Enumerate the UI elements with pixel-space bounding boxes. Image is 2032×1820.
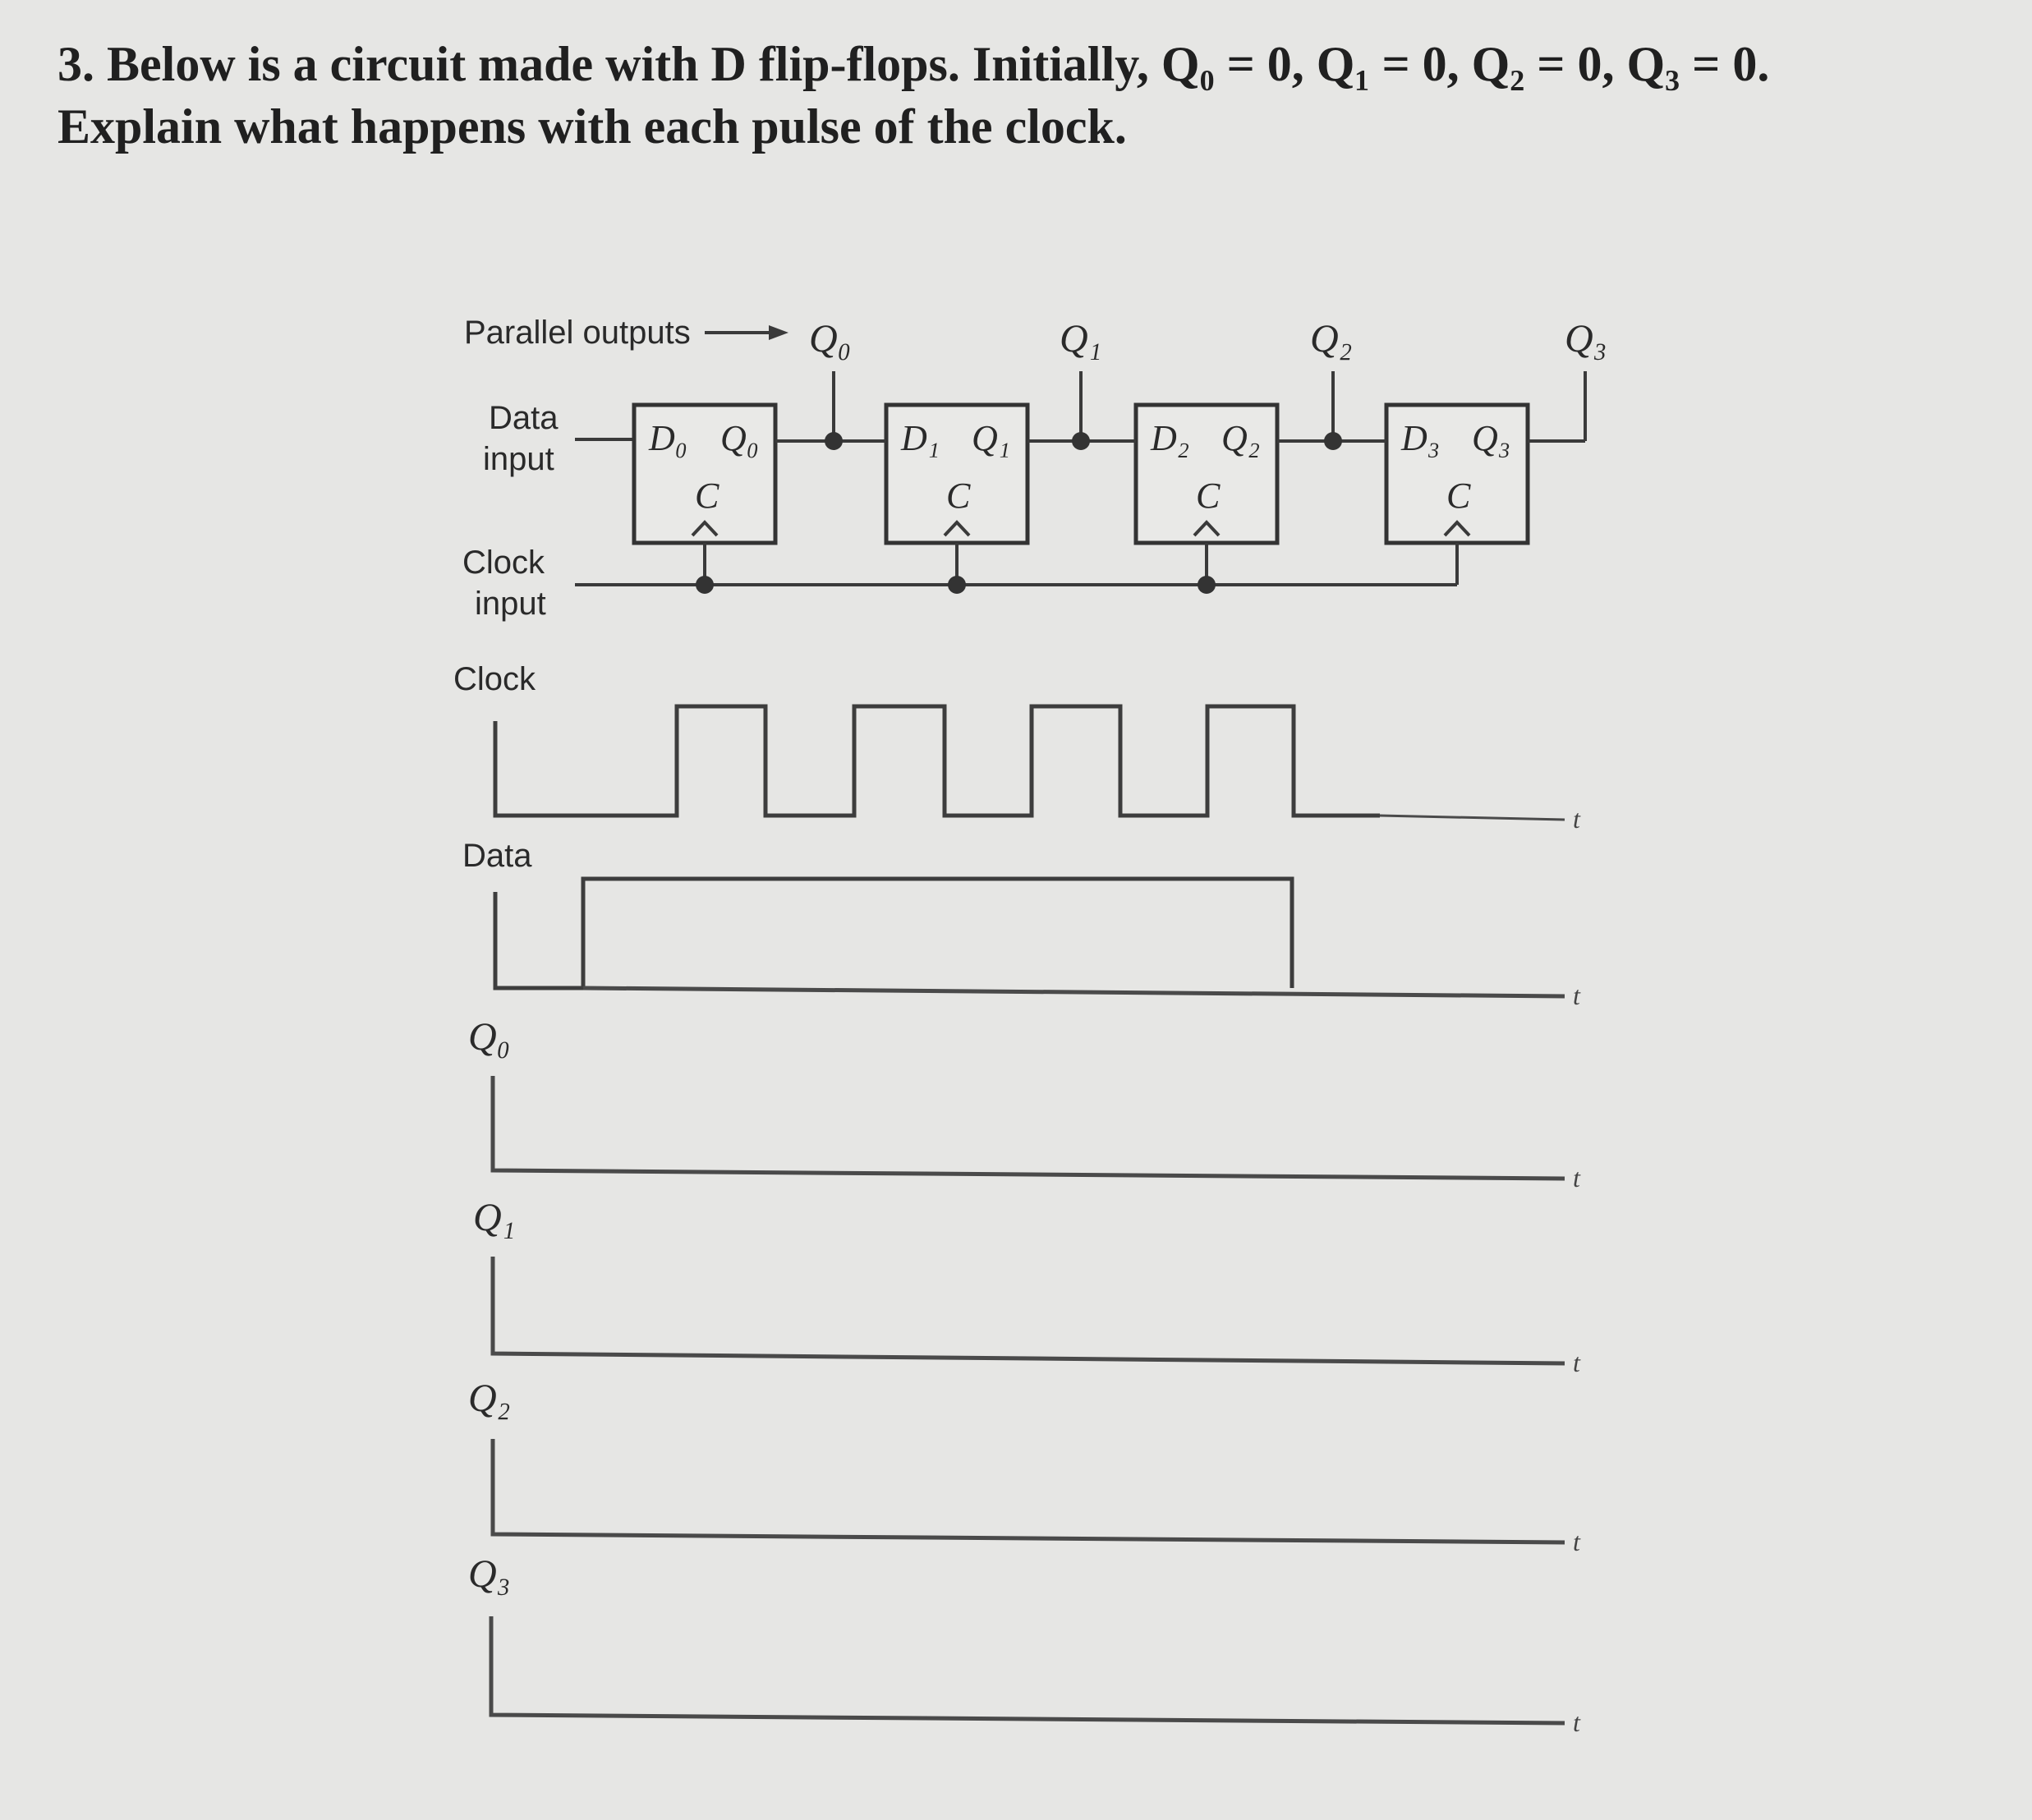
- output-label-q3: Q₃: [1565, 317, 1607, 361]
- timing-q1-label: Q₁: [473, 1196, 516, 1239]
- ff0-q-label: Q₀: [720, 418, 760, 458]
- data-input-label-line1: Data: [489, 400, 559, 436]
- output-label-q1: Q₁: [1060, 317, 1102, 361]
- parallel-outputs-arrowhead: [769, 325, 788, 340]
- question-line-1: 3. Below is a circuit made with D flip-flops. Initially, Q₀ = 0, Q₁ = 0, Q₂ = 0, Q₃ = 0.: [57, 37, 1770, 91]
- clock-junction-dot-2: [1198, 576, 1216, 594]
- q0-t-mark: t: [1573, 1163, 1580, 1193]
- timing-diagram: [453, 661, 1581, 1737]
- q0-time-axis: [493, 1076, 1565, 1179]
- clock-input-label-line2: input: [475, 586, 546, 622]
- ff2-d-label: D₂: [1151, 418, 1190, 458]
- timing-q2-label: Q₂: [468, 1376, 511, 1420]
- shift-register-circuit: [462, 315, 1607, 622]
- ff0-c-label: C: [695, 476, 719, 516]
- ff3-c-label: C: [1446, 476, 1471, 516]
- clock-junction-dot-1: [948, 576, 966, 594]
- timing-q0-label: Q₀: [468, 1015, 511, 1059]
- output-label-q2: Q₂: [1310, 317, 1353, 361]
- q2-t-mark: t: [1573, 1527, 1580, 1556]
- ff3-d-label: D₃: [1401, 418, 1441, 458]
- ff3-q-label: Q₃: [1472, 418, 1511, 458]
- q1-time-axis: [493, 1257, 1565, 1363]
- q0-junction-dot: [825, 432, 843, 450]
- timing-clock-label: Clock: [453, 661, 536, 697]
- data-input-label-line2: input: [483, 441, 554, 477]
- ff2-c-label: C: [1196, 476, 1221, 516]
- timing-q3-label: Q₃: [468, 1552, 511, 1596]
- q2-junction-dot: [1324, 432, 1342, 450]
- data-time-axis: [583, 988, 1565, 996]
- ff2-q-label: Q₂: [1221, 418, 1261, 458]
- timing-data-label: Data: [462, 838, 532, 874]
- clock-junction-dot-0: [696, 576, 714, 594]
- data-waveform: [495, 879, 1292, 988]
- ff1-q-label: Q₁: [972, 418, 1011, 458]
- clock-time-axis: [1380, 816, 1565, 820]
- q3-t-mark: t: [1573, 1707, 1580, 1737]
- clock-input-label-line1: Clock: [462, 545, 545, 581]
- ff0-d-label: D₀: [649, 418, 688, 458]
- clock-t-mark: t: [1573, 804, 1580, 834]
- data-t-mark: t: [1573, 981, 1580, 1010]
- ff1-c-label: C: [946, 476, 971, 516]
- q1-t-mark: t: [1573, 1348, 1580, 1377]
- ff1-d-label: D₁: [901, 418, 940, 458]
- question-line-2: Explain what happens with each pulse of the clock.: [57, 99, 1127, 154]
- q2-time-axis: [493, 1439, 1565, 1542]
- q3-time-axis: [491, 1616, 1565, 1723]
- q1-junction-dot: [1072, 432, 1090, 450]
- output-label-q0: Q₀: [809, 317, 852, 361]
- clock-waveform: [495, 706, 1380, 816]
- parallel-outputs-label: Parallel outputs: [464, 315, 691, 351]
